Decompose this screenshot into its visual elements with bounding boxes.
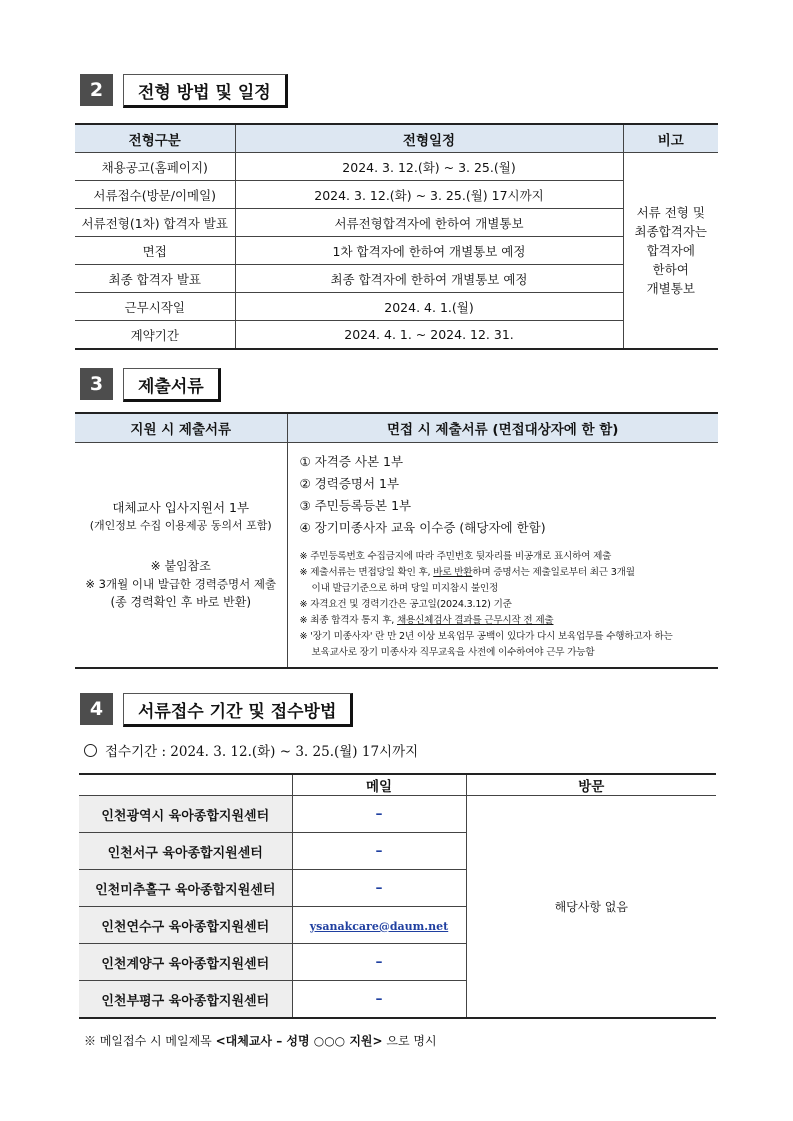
note-emphasis: 바로 반환 bbox=[433, 567, 473, 578]
interview-doc-list bbox=[300, 451, 711, 539]
remark-line: 한하여 bbox=[652, 262, 689, 277]
header-cell: 비고 bbox=[623, 124, 718, 153]
note-line: ※ '장기 미종사자' 란 만 2년 이상 보육업무 공백이 있다가 다시 보육업무를 수행하고자 하는 bbox=[299, 631, 673, 642]
table-row bbox=[75, 321, 718, 350]
note-line: 보육교사로 장기 미종사자 직무교육을 사전에 이수하여야 근무 가능함 bbox=[311, 647, 595, 658]
center-name-cell: 인천계양구 육아종합지원센터 bbox=[79, 944, 292, 981]
category-cell: 계약기간 bbox=[75, 321, 235, 350]
schedule-cell: 1차 합격자에 한하여 개별통보 예정 bbox=[235, 237, 623, 265]
note-text: ※ 최종 합격자 통지 후, bbox=[299, 615, 397, 626]
apply-doc-line: 대체교사 입사지원서 1부 bbox=[112, 500, 250, 515]
apply-doc-line: (개인정보 수집 이용제공 동의서 포함) bbox=[89, 519, 272, 532]
application-docs-cell bbox=[75, 443, 287, 669]
table-row bbox=[75, 237, 718, 265]
schedule-cell: 2024. 3. 12.(화) ~ 3. 25.(월) bbox=[235, 153, 623, 181]
table-row bbox=[75, 153, 718, 181]
note-line bbox=[300, 613, 711, 629]
visit-cell: 해당사항 없음 bbox=[466, 796, 716, 1019]
footnote-text: 으로 명시 bbox=[382, 1034, 437, 1048]
email-cell: – bbox=[292, 981, 466, 1019]
note-line: ※ 주민등록번호 수집금지에 따라 주민번호 뒷자리를 비공개로 표시하여 제출 bbox=[299, 551, 612, 562]
center-name-cell: 인천서구 육아종합지원센터 bbox=[79, 833, 292, 870]
table-row bbox=[75, 265, 718, 293]
footnote-text: ※ 메일접수 시 메일제목 bbox=[84, 1034, 216, 1048]
table-row bbox=[75, 181, 718, 209]
table-row bbox=[75, 209, 718, 237]
schedule-cell: 서류전형합격자에 한하여 개별통보 bbox=[235, 209, 623, 237]
section-number: 2 bbox=[80, 74, 113, 106]
email-cell: – bbox=[292, 944, 466, 981]
email-cell: – bbox=[292, 796, 466, 833]
table-row bbox=[79, 796, 716, 833]
header-cell: 면접 시 제출서류 (면접대상자에 한 함) bbox=[287, 413, 718, 443]
schedule-cell: 2024. 3. 12.(화) ~ 3. 25.(월) 17시까지 bbox=[235, 181, 623, 209]
note-line: ※ 자격요건 및 경력기간은 공고일(2024.3.12) 기준 bbox=[299, 599, 512, 610]
table-header-row bbox=[75, 124, 718, 153]
header-cell: 메일 bbox=[292, 774, 466, 796]
remark-line: 합격자에 bbox=[646, 243, 695, 258]
table-row bbox=[75, 293, 718, 321]
email-subject-footnote bbox=[84, 1032, 437, 1049]
header-cell: 지원 시 제출서류 bbox=[75, 413, 287, 443]
remark-line: 서류 전형 및 bbox=[636, 205, 705, 220]
section-number: 4 bbox=[80, 693, 113, 725]
center-name-cell: 인천연수구 육아종합지원센터 bbox=[79, 907, 292, 944]
table-row bbox=[75, 443, 718, 669]
interview-docs-cell bbox=[287, 443, 718, 669]
section-number: 3 bbox=[80, 368, 113, 400]
list-item: ③ 주민등록등본 1부 bbox=[299, 498, 412, 513]
list-item: ① 자격증 사본 1부 bbox=[299, 454, 404, 469]
email-link[interactable]: ysanakcare@daum.net bbox=[309, 919, 449, 933]
category-cell: 면접 bbox=[75, 237, 235, 265]
note-text: 하며 증명서는 제출일로부터 최근 3개월 bbox=[472, 567, 635, 578]
email-cell: – bbox=[292, 870, 466, 907]
documents-table bbox=[75, 412, 718, 669]
email-cell: – bbox=[292, 833, 466, 870]
schedule-cell: 최종 합격자에 한하여 개별통보 예정 bbox=[235, 265, 623, 293]
center-name-cell: 인천부평구 육아종합지원센터 bbox=[79, 981, 292, 1019]
note-text: ※ 제출서류는 면접당일 확인 후, bbox=[299, 567, 434, 578]
circle-bullet-icon bbox=[84, 744, 97, 757]
section-title: 제출서류 bbox=[123, 368, 221, 402]
center-name-cell: 인천미추홀구 육아종합지원센터 bbox=[79, 870, 292, 907]
remark-cell bbox=[623, 153, 718, 350]
schedule-cell: 2024. 4. 1. ~ 2024. 12. 31. bbox=[235, 321, 623, 350]
period-text: 접수기간 : 2024. 3. 12.(화) ~ 3. 25.(월) 17시까지 bbox=[105, 744, 419, 760]
submission-table bbox=[79, 773, 716, 1019]
category-cell: 서류전형(1차) 합격자 발표 bbox=[75, 209, 235, 237]
schedule-cell: 2024. 4. 1.(월) bbox=[235, 293, 623, 321]
list-item: ② 경력증명서 1부 bbox=[299, 476, 400, 491]
schedule-table bbox=[75, 123, 718, 350]
section-title: 서류접수 기간 및 접수방법 bbox=[123, 693, 353, 727]
note-line: 이내 발급기준으로 하며 당일 미지참시 불인정 bbox=[311, 583, 499, 594]
category-cell: 채용공고(홈페이지) bbox=[75, 153, 235, 181]
header-cell bbox=[79, 774, 292, 796]
center-name-cell: 인천광역시 육아종합지원센터 bbox=[79, 796, 292, 833]
note-line bbox=[300, 565, 711, 581]
apply-doc-line: (종 경력확인 후 바로 반환) bbox=[110, 595, 252, 609]
application-period bbox=[84, 740, 418, 760]
table-header-row bbox=[79, 774, 716, 796]
email-cell bbox=[292, 907, 466, 944]
category-cell: 서류접수(방문/이메일) bbox=[75, 181, 235, 209]
footnote-emphasis: <대체교사 – 성명 ○○○ 지원> bbox=[215, 1034, 383, 1048]
apply-doc-line: ※ 3개월 이내 발급한 경력증명서 제출 bbox=[85, 577, 277, 591]
table-header-row bbox=[75, 413, 718, 443]
header-cell: 전형구분 bbox=[75, 124, 235, 153]
remark-line: 개별통보 bbox=[646, 281, 695, 296]
apply-doc-line: ※ 붙임참조 bbox=[150, 559, 211, 573]
category-cell: 근무시작일 bbox=[75, 293, 235, 321]
header-cell: 방문 bbox=[466, 774, 716, 796]
header-cell: 전형일정 bbox=[235, 124, 623, 153]
remark-line: 최종합격자는 bbox=[634, 224, 707, 239]
section-title: 전형 방법 및 일정 bbox=[123, 74, 288, 108]
note-emphasis: 채용신체검사 결과를 근무시작 전 제출 bbox=[396, 615, 554, 626]
list-item: ④ 장기미종사자 교육 이수증 (해당자에 한함) bbox=[299, 520, 546, 535]
category-cell: 최종 합격자 발표 bbox=[75, 265, 235, 293]
